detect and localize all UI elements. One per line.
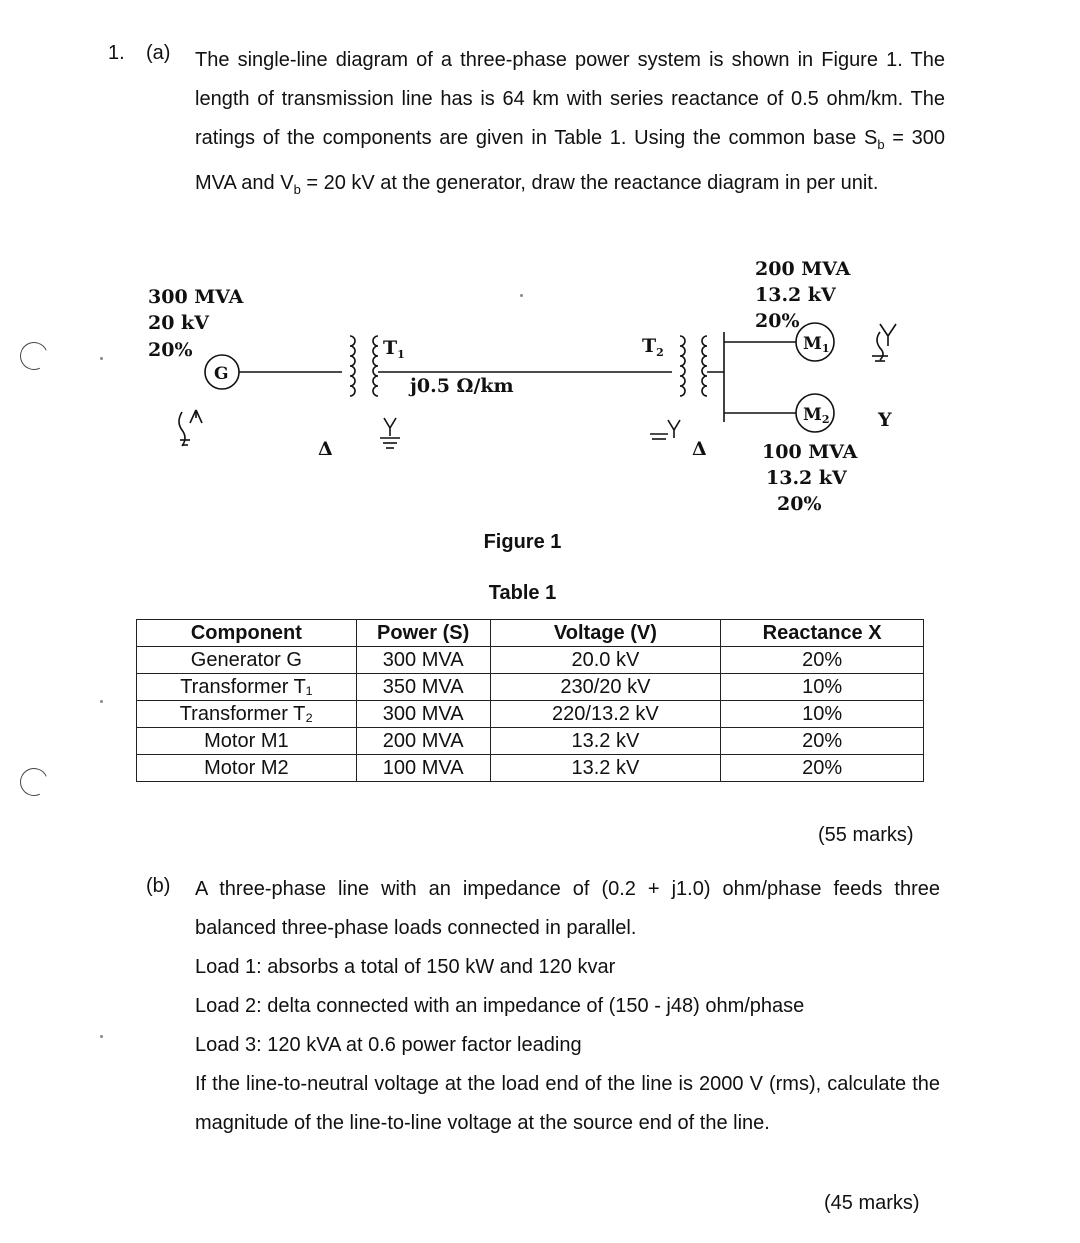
part-b-intro: A three-phase line with an impedance of (0.2 + j1.0) ohm/phase feeds three balanced three-phase loads connected in parallel. [195,878,940,939]
table-cell: 100 MVA [356,755,490,782]
generator-label: G [214,364,229,384]
table-cell: 20% [721,728,924,755]
table-cell: 10% [721,674,924,701]
table-header-row [137,620,924,647]
table-cell: 200 MVA [356,728,490,755]
motor1-reactance: 20% [755,310,800,332]
table-header: Power (S) [356,620,490,647]
table-cell: Transformer T₁ [137,674,357,701]
part-b-load3: Load 3: 120 kVA at 0.6 power factor leading [195,1034,582,1056]
motor2-voltage: 13.2 kV [766,467,847,489]
table-row [137,701,924,728]
table-cell: 230/20 kV [490,674,721,701]
part-b-text [195,870,940,1143]
table-cell: 10% [721,701,924,728]
t1-grounded-wye-icon [380,418,400,448]
t2-label: $T_2$ [642,335,664,359]
part-b-marks: (45 marks) [824,1192,920,1214]
table-row [137,755,924,782]
table-row [137,647,924,674]
motor2-rating: 100 MVA [762,441,858,463]
table-cell: 13.2 kV [490,728,721,755]
part-b-load2: Load 2: delta connected with an impedance of (150 - j48) ohm/phase [195,995,805,1017]
question-number: 1. [108,42,125,64]
t1-label: $T_1$ [383,337,405,361]
motor2-reactance: 20% [777,493,822,515]
table-cell: Motor M1 [137,728,357,755]
t2-secondary-coil [702,336,707,396]
table-row [137,728,924,755]
part-b-question: If the line-to-neutral voltage at the load end of the line is 2000 V (rms), calculate the magnitude of the line-to-line voltage at the source end of the line. [195,1073,940,1134]
line-impedance-label: j0.5 Ω/km [410,375,514,397]
table-caption: Table 1 [488,582,557,604]
t1-primary-coil [350,336,355,396]
t2-primary-coil [680,336,685,396]
table-row [137,674,924,701]
generator-rating: 300 MVA [148,286,244,308]
table-cell: Transformer T₂ [137,701,357,728]
motor1-voltage: 13.2 kV [755,284,836,306]
part-a-marks: (55 marks) [818,824,914,846]
table-cell: 350 MVA [356,674,490,701]
part-b-load1: Load 1: absorbs a total of 150 kW and 120 kvar [195,956,616,978]
figure-caption: Figure 1 [483,531,562,553]
table-cell: 20% [721,755,924,782]
table-cell: 13.2 kV [490,755,721,782]
motor2-label: M2 [803,405,830,426]
table-header: Component [137,620,357,647]
table-header: Voltage (V) [490,620,721,647]
motor1-rating: 200 MVA [755,258,851,280]
t2-delta-symbol: Δ [692,438,707,460]
table-cell: 300 MVA [356,701,490,728]
motor2-wye-symbol: Y [878,409,892,431]
generator-voltage: 20 kV [148,312,209,334]
table-header: Reactance X [721,620,924,647]
generator-grounded-wye-icon [179,410,202,446]
ratings-table [136,619,924,782]
part-a-text: The single-line diagram of a three-phase power system is shown in Figure 1. The length of transmission line has is 64 km with series reactance of 0.5 ohm/km. The ratings of the components are given in Table 1. Using the common base $S_b = 300$ MVA and $V_b = 20$ kV at the generator, draw the reactance diagram in per unit. [195,49,945,197]
margin-punch-hole-bottom [16,764,52,800]
t1-secondary-coil [373,336,378,396]
single-line-diagram [0,240,1080,530]
part-b-label: (b) [146,875,171,897]
part-a-label: (a) [146,42,171,64]
table-cell: 220/13.2 kV [490,701,721,728]
table-cell: Generator G [137,647,357,674]
table-cell: 20.0 kV [490,647,721,674]
margin-dot [100,700,103,703]
motor1-label: M1 [803,334,830,355]
generator-reactance: 20% [148,339,193,361]
table-cell: 300 MVA [356,647,490,674]
t1-delta-symbol: Δ [318,438,333,460]
t2-grounded-wye-icon [650,420,680,439]
table-cell: 20% [721,647,924,674]
margin-dot [100,1035,103,1038]
motor1-grounded-wye-icon [872,324,896,361]
table-cell: Motor M2 [137,755,357,782]
